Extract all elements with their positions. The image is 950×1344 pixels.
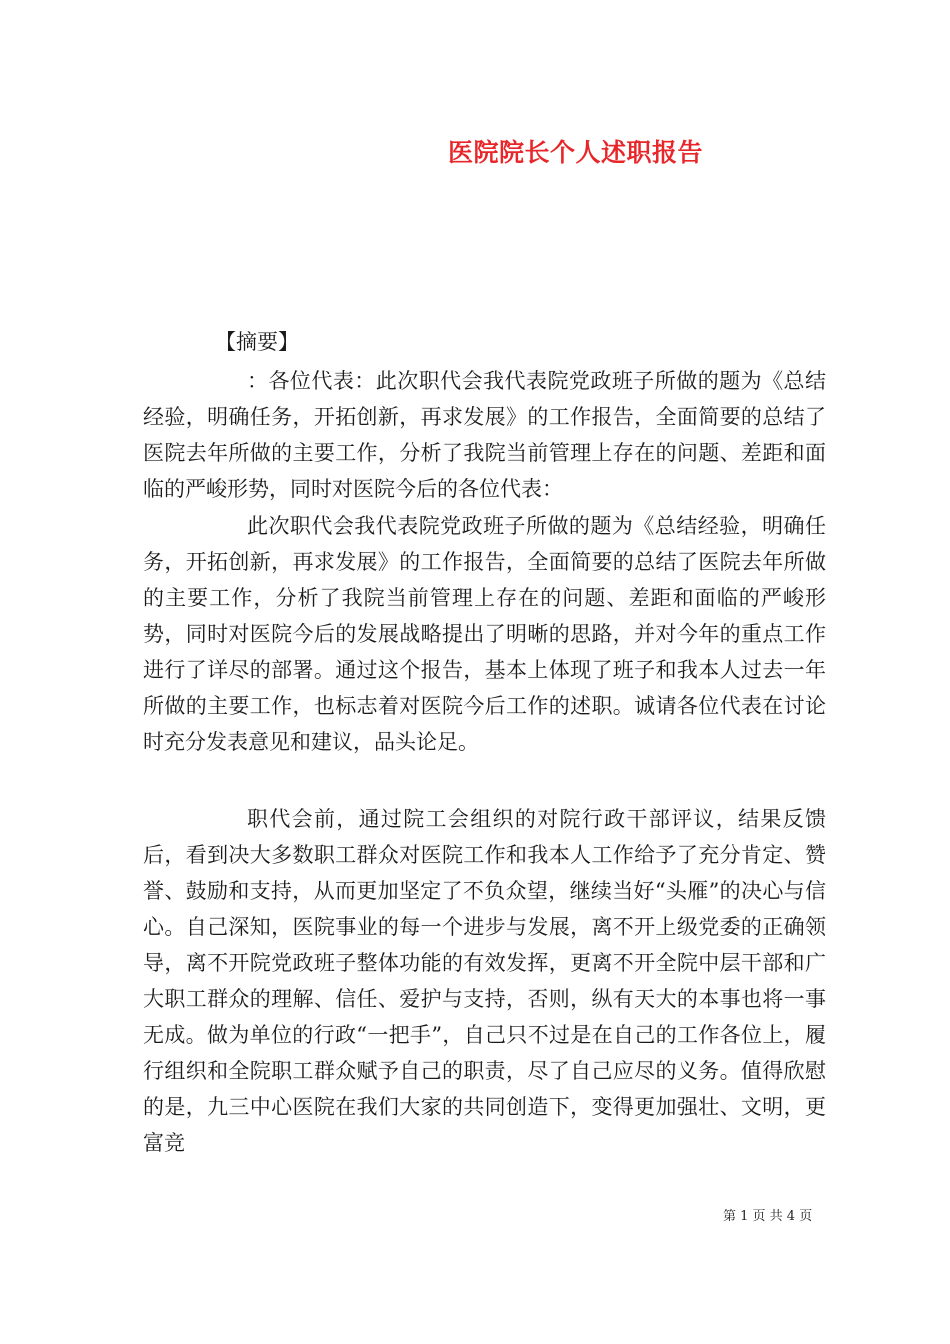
paragraph-abstract: ：各位代表：此次职代会我代表院党政班子所做的题为《总结经验，明确任务，开拓创新，再求发展》的工作报告，全面简要的总结了医院去年所做的主要工作，分析了我院当前管理上存在的问题、差距和面临的严峻形势，同时对医院今后的各位代表： — [143, 369, 826, 501]
page-footer: 第 1 页 共 4 页 — [723, 1209, 813, 1224]
paragraph-review: 职代会前，通过院工会组织的对院行政干部评议，结果反馈后，看到决大多数职工群众对医院工作和我本人工作给予了充分肯定、赞誉、鼓励和支持，从而更加坚定了不负众望，继续当好“头雁”的决心与信心。自己深知，医院事业的每一个进步与发展，离不开上级党委的正确领导，离不开院党政班子整体功能的有效发挥，更离不开全院中层干部和广大职工群众的理解、信任、爱护与支持，否则，纵有天大的本事也将一事无成。做为单位的行政“一把手”，自己只不过是在自己的工作各位上，履行组织和全院职工群众赋予自己的职责，尽了自己应尽的义务。值得欣慰的是，九三中心医院在我们大家的共同创造下，变得更加强壮、文明，更富竞 — [143, 807, 826, 1155]
paragraph-intro: 此次职代会我代表院党政班子所做的题为《总结经验，明确任务，开拓创新，再求发展》的工作报告，全面简要的总结了医院去年所做的主要工作，分析了我院当前管理上存在的问题、差距和面临的严峻形势，同时对医院今后的发展战略提出了明晰的思路，并对今年的重点工作进行了详尽的部署。通过这个报告，基本上体现了班子和我本人过去一年所做的主要工作，也标志着对医院今后工作的述职。诚请各位代表在讨论时充分发表意见和建议，品头论足。 — [143, 514, 826, 754]
document-title: 医院院长个人述职报告 — [448, 138, 704, 167]
abstract-label: 【摘要】 — [215, 330, 299, 354]
